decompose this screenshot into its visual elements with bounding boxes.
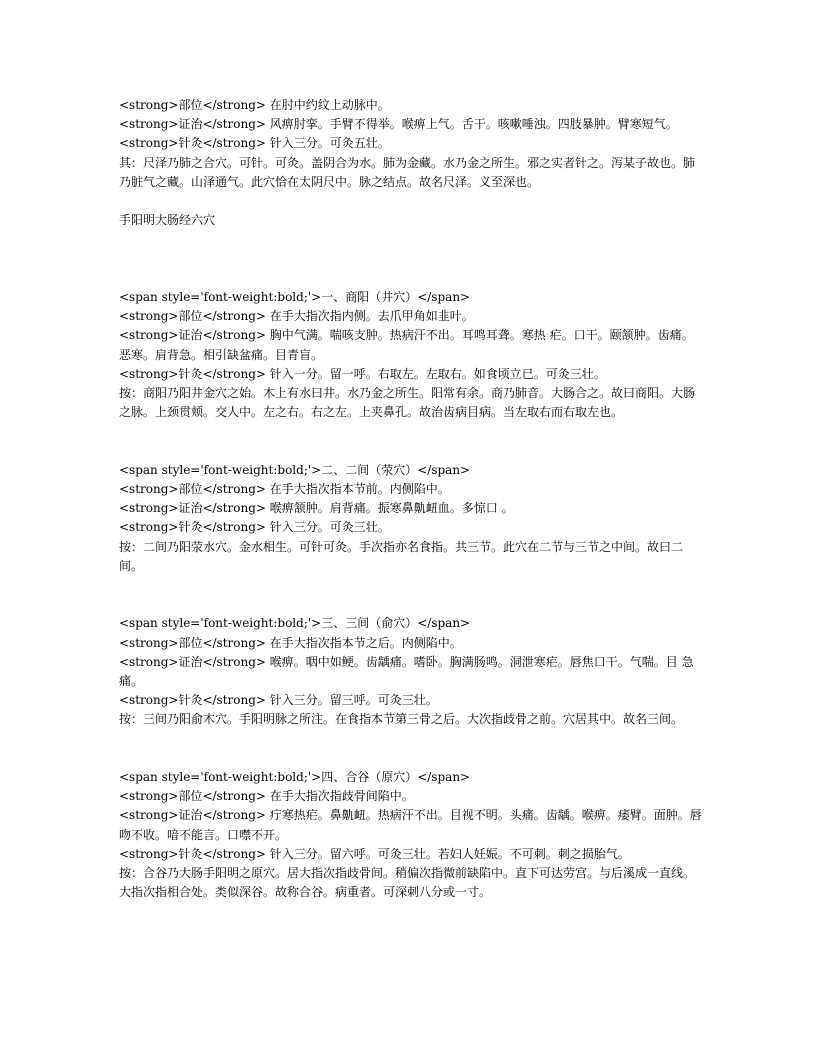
- indications-line: <strong>证治</strong> 胸中气满。喘咳支肿。热病汗不出。耳鸣耳聋。寒热 疟。口干。颐颔肿。齿痛。恶寒。肩背急。相引缺盆痛。目青盲。: [119, 328, 694, 362]
- point-section-sanjian: [119, 614, 704, 729]
- commentary-line: 按：二间乃阳荥水穴。金水相生。可针可灸。手次指亦名食指。共三节。此穴在二节与三节之中间。故曰二间。: [119, 539, 684, 573]
- location-line: <strong>部位</strong> 在手大指次指本节之后。内侧陷中。: [119, 635, 462, 650]
- indications-line: <strong>证治</strong> 喉痹颔肿。肩背痛。振寒鼻鼽衄血。多惊口 。: [119, 501, 514, 516]
- intro-section: [119, 96, 704, 192]
- location-line: <strong>部位</strong> 在肘中约纹上动脉中。: [119, 98, 390, 112]
- point-section-erjian: [119, 461, 704, 576]
- meridian-heading: 手阳明大肠经六穴: [119, 213, 216, 228]
- acupuncture-line: <strong>针灸</strong> 针入三分。留三呼。可灸三壮。: [119, 693, 438, 708]
- commentary-line: 按：合谷乃大肠手阳明之原穴。居大指次指歧骨间。稍偏次指微前缺陷中。直下可达劳宫。与后溪成一直线。大指次指相合处。类似深谷。故称合谷。病重者。可深刺八分或一寸。: [119, 866, 696, 900]
- commentary-line: 按：商阳乃阳井金穴之始。木上有水曰井。水乃金之所生。阳常有余。商乃肺音。大肠合之。故曰商阳。大肠之脉。上颈贯颊。交人中。左之右。右之左。上夹鼻孔。故治齿病目病。当左取右而右取左也。: [119, 386, 696, 420]
- acupuncture-line: <strong>针灸</strong> 针入三分。留六呼。可灸三壮。若妇人妊娠。不可刺。刺之损胎气。: [119, 846, 630, 861]
- indications-line: <strong>证治</strong> 风痹肘挛。手臂不得举。喉痹上气。舌干。咳嗽唾浊。四肢暴肿。臂寒短气。: [119, 117, 678, 132]
- point-title: <span style='font-weight:bold;'>三、三间（俞穴）</span>: [119, 616, 471, 631]
- location-line: <strong>部位</strong> 在手大指次指内侧。去爪甲角如韭叶。: [119, 309, 474, 324]
- acupuncture-line: <strong>针灸</strong> 针入三分。可灸五壮。: [119, 136, 390, 151]
- location-line: <strong>部位</strong> 在手大指次指本节前。内侧陷中。: [119, 482, 450, 497]
- commentary-line: 按：三间乃阳俞木穴。手阳明脉之所注。在食指本节第三骨之后。大次指歧骨之前。穴居其中。故名三间。: [119, 712, 684, 727]
- commentary-line: 其：尺泽乃肺之合穴。可针。可灸。盖阴合为水。肺为金藏。水乃金之所生。邪之实者针之。泻某子故也。肺乃脏气之藏。山泽通气。此穴恰在太阴尺中。脉之结点。故名尺泽。义至深也。: [119, 155, 696, 189]
- point-title: <span style='font-weight:bold;'>一、商阳（井穴）</span>: [119, 290, 471, 304]
- point-title: <span style='font-weight:bold;'>二、二间（荥穴）</span>: [119, 462, 471, 477]
- acupuncture-line: <strong>针灸</strong> 针入一分。留一呼。右取左。左取右。如食顷立已。可灸三壮。: [119, 366, 606, 381]
- point-section-shangyang: [119, 288, 704, 422]
- document-page: [119, 96, 704, 902]
- point-section-hegu: [119, 768, 704, 902]
- acupuncture-line: <strong>针灸</strong> 针入三分。可灸三壮。: [119, 520, 390, 535]
- indications-line: <strong>证治</strong> 疔寒热疟。鼻鼽衄。热病汗不出。目视不明。头痛。齿龋。喉痹。痿臂。面肿。唇吻不收。喑不能言。口噤不开。: [119, 808, 702, 842]
- indications-line: <strong>证治</strong> 喉痹。咽中如鲠。齿龋痛。嗜卧。胸满肠鸣。洞泄寒疟。唇焦口干。气喘。目 急痛。: [119, 654, 694, 689]
- location-line: <strong>部位</strong> 在手大指次指歧骨间陷中。: [119, 789, 414, 804]
- point-title: <span style='font-weight:bold;'>四、合谷（原穴）</span>: [119, 770, 471, 785]
